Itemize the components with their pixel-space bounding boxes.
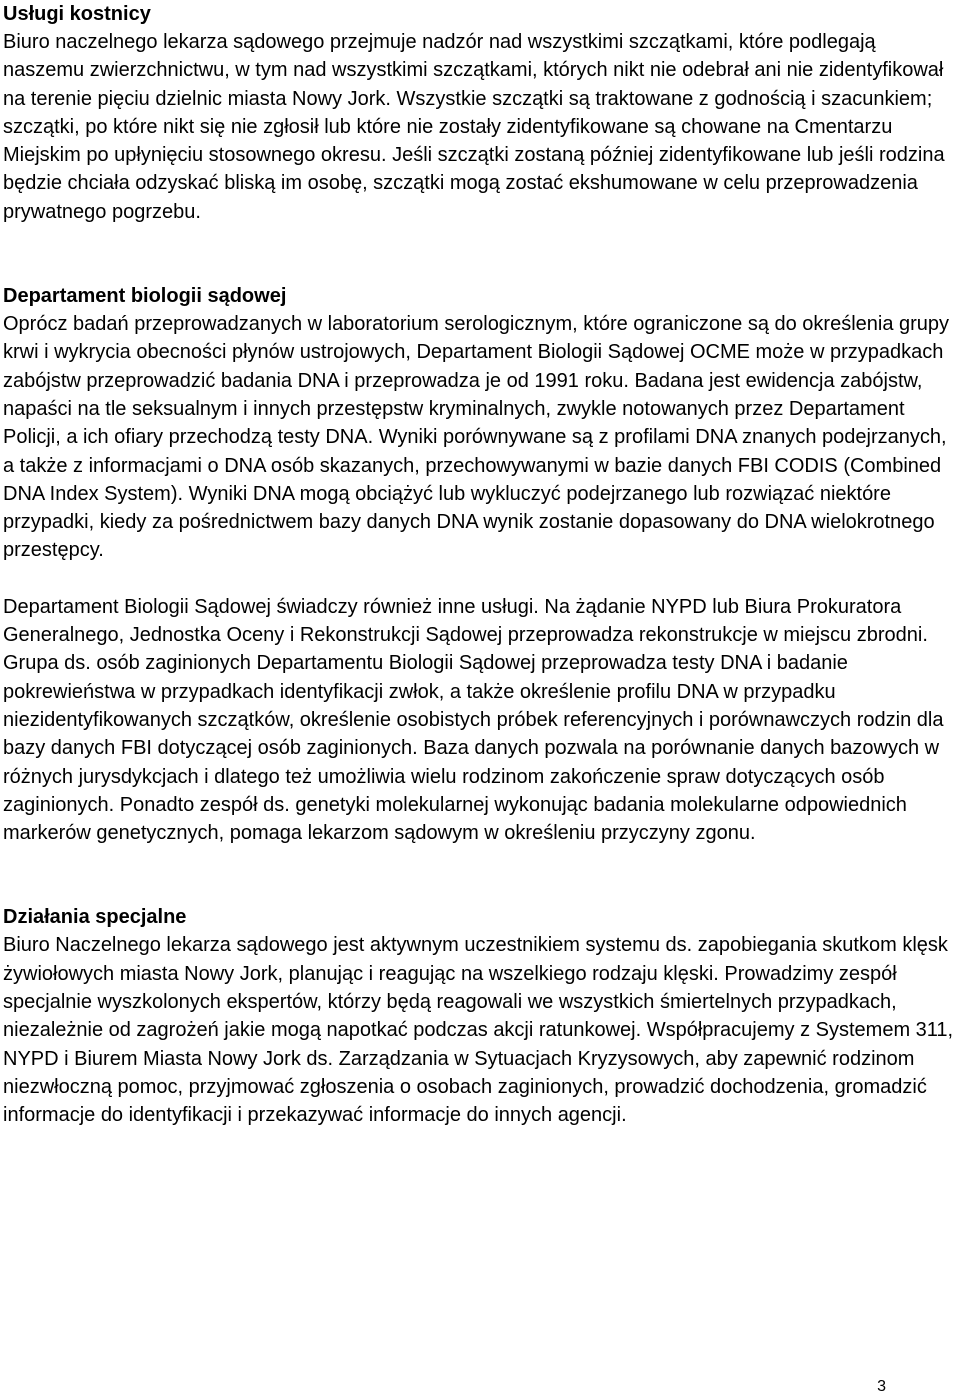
section-forensic-biology — [3, 282, 957, 847]
section-title: Usługi kostnicy — [3, 3, 151, 25]
paragraph-gap — [3, 565, 957, 593]
section-special-operations — [3, 903, 957, 1129]
section-title: Departament biologii sądowej — [3, 285, 287, 308]
page-number: 3 — [877, 1378, 886, 1395]
section-title: Działania specjalne — [3, 906, 187, 929]
paragraph: Biuro naczelnego lekarza sądowego przejmuje nadzór nad wszystkimi szczątkami, które podlegają naszemu zwierzchnictwu, w tym nad wszystkimi szczątkami, których nikt nie odebrał ani nie zidentyfikował na terenie pięciu dzielnic miasta Nowy Jork. Wszystkie szczątki są traktowane z godnością i szacunkiem; szczątki, po które nikt się nie zgłosił lub które nie zostały zidentyfikowane są chowane na Cmentarzu Miejskim po upłynięciu stosownego okresu. Jeśli szczątki zostaną później zidentyfikowane lub jeśli rodzina będzie chciała odzyskać bliską im osobę, szczątki mogą zostać ekshumowane w celu przeprowadzenia prywatnego pogrzebu. — [3, 31, 945, 223]
paragraph: Departament Biologii Sądowej świadczy również inne usługi. Na żądanie NYPD lub Biura Prokuratora Generalnego, Jednostka Oceny i Rekonstrukcji Sądowej przeprowadza rekonstrukcje w miejscu zbrodni. Grupa ds. osób zaginionych Departamentu Biologii Sądowej przeprowadza testy DNA i badanie pokrewieństwa w przypadkach identyfikacji zwłok, a także określenie profilu DNA w przypadku niezidentyfikowanych szczątków, określenie osobistych próbek referencyjnych i porównawczych rodzin dla bazy danych FBI dotyczącej osób zaginionych. Baza danych pozwala na porównanie danych bazowych w różnych jurysdykcjach i dlatego też umożliwia wielu rodzinom zakończenie spraw dotyczących osób zaginionych. Ponadto zespół ds. genetyki molekularnej wykonując badania molekularne odpowiednich markerów genetycznych, pomaga lekarzom sądowym w określeniu przyczyny zgonu. — [3, 595, 944, 845]
paragraph: Biuro Naczelnego lekarza sądowego jest aktywnym uczestnikiem systemu ds. zapobiegania skutkom klęsk żywiołowych miasta Nowy Jork, planując i reagując na wszelkiego rodzaju klęski. Prowadzimy zespół specjalnie wyszkolonych ekspertów, którzy będą reagowali we wszystkich śmiertelnych przypadkach, niezależnie od zagrożeń jakie mogą napotkać podczas akcji ratunkowej. Współpracujemy z Systemem 311, NYPD i Biurem Miasta Nowy Jork ds. Zarządzania w Sytuacjach Kryzysowych, aby zapewnić rodzinom niezwłoczną pomoc, przyjmować zgłoszenia o osobach zaginionych, prowadzić dochodzenia, gromadzić informacje do identyfikacji i przekazywać informacje do innych agencji. — [3, 934, 954, 1127]
section-morgue-services — [3, 0, 957, 226]
paragraph: Oprócz badań przeprowadzanych w laboratorium serologicznym, które ograniczone są do określenia grupy krwi i wykrycia obecności płynów ustrojowych, Departament Biologii Sądowej OCME może w przypadkach zabójstw przeprowadzić badania DNA i przeprowadza je od 1991 roku. Badana jest ewidencja zabójstw, napaści na tle seksualnym i innych przestępstw kryminalnych, zwykle notowanych przez Departament Policji, a ich ofiary przechodzą testy DNA. Wyniki porównywane są z profilami DNA znanych podejrzanych, a także z informacjami o DNA osób skazanych, przechowywanymi w bazie danych FBI CODIS (Combined DNA Index System). Wyniki DNA mogą obciążyć lub wykluczyć podejrzanego lub rozwiązać niektóre przypadki, kiedy za pośrednictwem bazy danych DNA wynik zostanie dopasowany do DNA wielokrotnego przestępcy. — [3, 313, 950, 562]
document-page — [3, 0, 957, 1130]
